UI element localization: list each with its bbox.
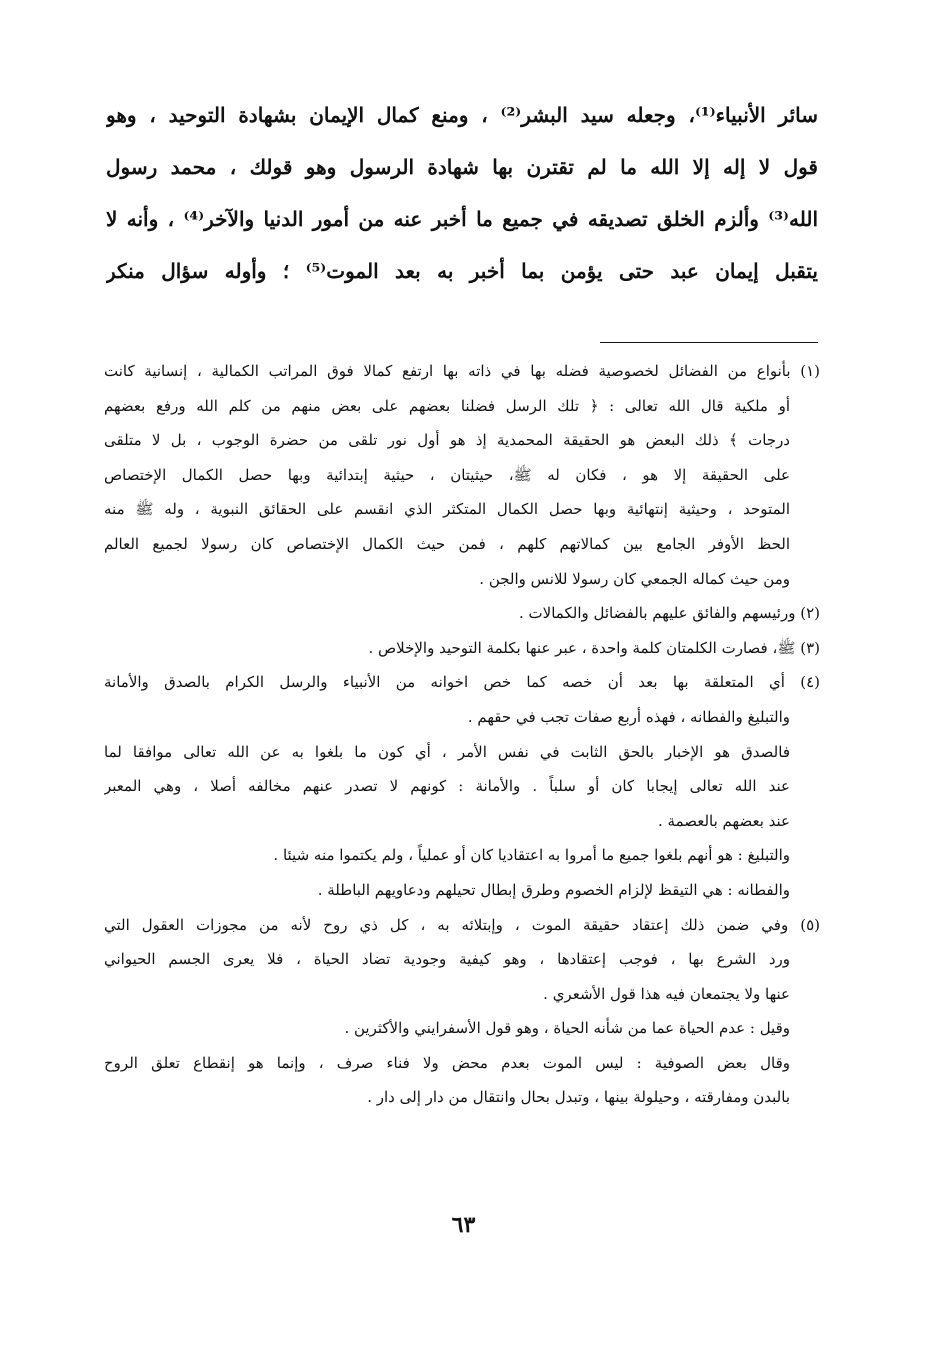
- footnote-line: (٥) وفي ضمن ذلك إعتقاد حقيقة الموت ، وإبتلائه به ، كل ذي روح لأنه من مجوزات العقول التي: [104, 915, 820, 934]
- footnote-line: أو ملكية قال الله تعالى : ﴿ تلك الرسل فضلنا بعضهم على بعض منهم من كلم الله ورفع بعضهم: [104, 396, 790, 415]
- footnote-line: ورد الشرع بها ، فوجب إعتقادها ، وهو كيفية وجودية تضاد الحياة ، فلا يعرى الجسم الحيواني: [104, 950, 790, 969]
- page-number: ٦٣: [451, 1212, 476, 1238]
- footnote-line: درجات ﴾ ذلك البعض هو الحقيقة المحمدية إذ هو أول نور تلقى من حضرة الوجوب ، بل لا متلقى: [104, 431, 790, 450]
- footnote-line: المتوحد ، وحيثية إنتهائية وبها حصل الكمال المتكثر الذي انقسم على الحقائق النبوية ، وله ﷺ منه: [104, 500, 790, 519]
- footnote-separator: [600, 342, 818, 343]
- footnote-line: وقال بعض الصوفية : ليس الموت بعدم محض ولا فناء صرف ، وإنما هو إنقطاع تعلق الروح: [104, 1053, 790, 1072]
- footnote-line: بالبدن ومفارقته ، وحيلولة بينها ، وتبدل بحال وانتقال من دار إلى دار .: [367, 1088, 790, 1107]
- main-line: الله⁽³⁾ وألزم الخلق تصديقه في جميع ما أخبر عنه من أمور الدنيا والآخر⁽⁴⁾ ، وأنه لا: [106, 207, 818, 231]
- main-line: قول لا إله إلا الله ما لم تقترن بها شهادة الرسول وهو قولك ، محمد رسول: [106, 155, 818, 179]
- main-line: يتقبل إيمان عبد حتى يؤمن بما أخبر به بعد الموت⁽⁵⁾ ؛ وأوله سؤال منكر: [106, 259, 818, 283]
- footnote-line: وقيل : عدم الحياة عما من شأنه الحياة ، وهو قول الأسفرايني والأكثرين .: [344, 1019, 790, 1038]
- footnote-line: على الحقيقة إلا هو ، فكان له ﷺ، حيثيتان ، حيثية إبتدائية وبها حصل الكمال الإختصاص: [104, 465, 790, 484]
- footnote-line: (٣) ﷺ، فصارت الكلمتان كلمة واحدة ، عبر عنها بكلمة التوحيد والإخلاص .: [368, 638, 820, 657]
- main-text-block: [106, 92, 818, 300]
- main-line: سائر الأنبياء⁽¹⁾، وجعله سيد البشر⁽²⁾ ، ومنع كمال الإيمان بشهادة التوحيد ، وهو: [106, 103, 818, 127]
- footnote-line: والتبليغ والفطانه ، فهذه أربع صفات تجب في حقهم .: [467, 707, 790, 726]
- footnote-line: (٤) أي المتعلقة بها بعد أن خصه كما خص اخوانه من الأنبياء والرسل الكرام بالصدق والأمانة: [104, 673, 820, 692]
- footnote-line: عنها ولا يجتمعان فيه هذا قول الأشعري .: [543, 984, 790, 1003]
- footnote-line: فالصدق هو الإخبار بالحق الثابت في نفس الأمر ، أي كون ما بلغوا به عن الله تعالى موافقا لما: [104, 742, 790, 761]
- footnote-line: الحظ الأوفر الجامع بين كمالاتهم كلهم ، فمن حيث الكمال الإختصاص كان رسولا لجميع العالم: [104, 534, 790, 553]
- footnote-line: عند الله تعالى إيجابا كان أو سلباً . والأمانة : كونهم لا تصدر عنهم مخالفه أصلا ، وهي المعبر: [104, 777, 790, 796]
- footnote-line: عند بعضهم بالعصمة .: [657, 811, 790, 830]
- footnote-line: ومن حيث كماله الجمعي كان رسولا للانس والجن .: [479, 569, 790, 588]
- footnote-line: والفطانه : هي التيقظ لإلزام الخصوم وطرق إبطال تحيلهم ودعاويهم الباطلة .: [317, 880, 790, 899]
- footnote-line: والتبليغ : هو أنهم بلغوا جميع ما أمروا به اعتقاديا كان أو عملياً ، ولم يكتموا منه شيئا .: [273, 846, 790, 865]
- footnote-line: (٢) ورئيسهم والفائق عليهم بالفضائل والكمالات .: [519, 604, 820, 623]
- footnotes-block: [104, 356, 820, 1117]
- footnote-line: (١) بأنواع من الفضائل لخصوصية فضله بها في ذاته بها ارتفع كمالا فوق المراتب الكمالية ، إنسانية كانت: [104, 362, 820, 380]
